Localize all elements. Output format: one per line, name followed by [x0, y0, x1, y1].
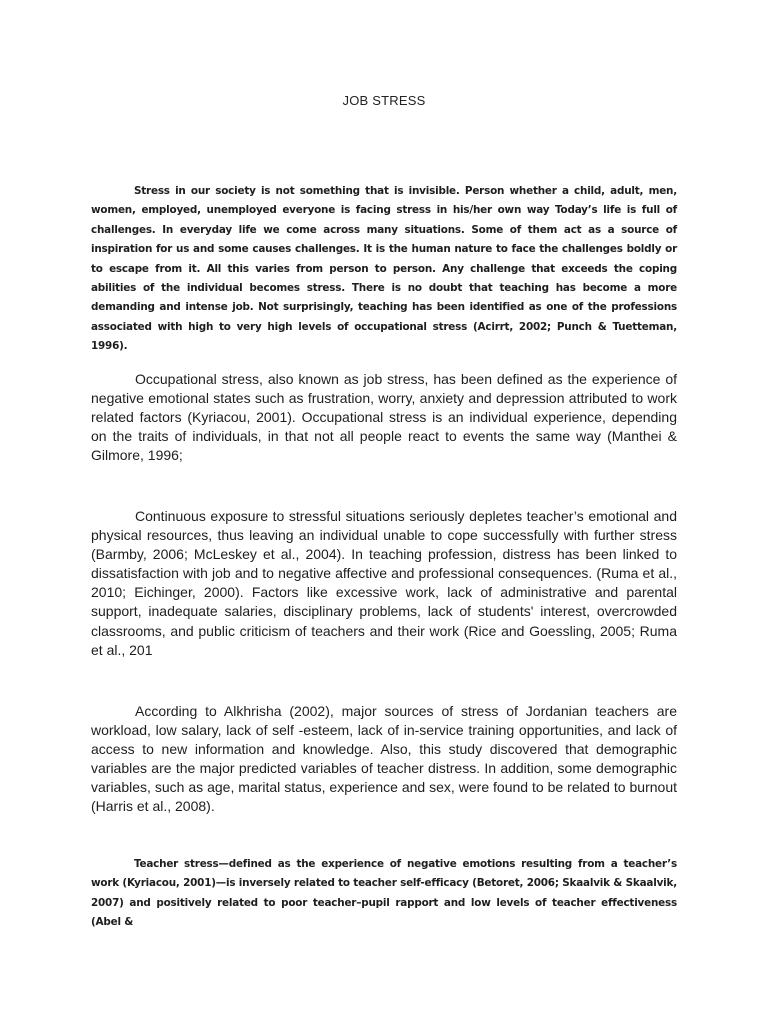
paragraph-teacher-stress-definition: Teacher stress—defined as the experience of negative emotions resulting from a teacher’s work (Kyriacou, 2001)—is inversely related to teacher self-efficacy (Betoret, 2006; Skaalvik & Skaalvik, 2007) and positively related to poor teacher–pupil rapport and low levels of teacher effectiveness (Abel & [91, 858, 677, 929]
paragraph-alkhrisha-study: According to Alkhrisha (2002), major sources of stress of Jordanian teachers are workload, low salary, lack of self -esteem, lack of in-service training opportunities, and lack of access to new information and knowledge. Also, this study discovered that demographic variables are the major predicted variables of teacher distress. In addition, some demographic variables, such as age, marital status, experience and sex, were found to be related to burnout (Harris et al., 2008). [91, 703, 677, 815]
paragraph-occupational-stress: Occupational stress, also known as job stress, has been defined as the experience of negative emotional states such as frustration, worry, anxiety and depression attributed to work related factors (Kyriacou, 2001). Occupational stress is an individual experience, depending on the traits of individuals, in that not all people react to events the same way (Manthei & Gilmore, 1996; [91, 371, 677, 464]
paragraph-stress-in-society: Stress in our society is not something that is invisible. Person whether a child, adult, men, women, employed, unemployed everyone is facing stress in his/her own way Today’s life is full of challenges. In everyday life we come across many situations. Some of them act as a source of inspiration for us and some causes challenges. It is the human nature to face the challenges boldly or to escape from it. All this varies from person to person. Any challenge that exceeds the coping abilities of the individual becomes stress. There is no doubt that teaching has become a more demanding and intense job. Not surprisingly, teaching has been identified as one of the professions associated with high to very high levels of occupational stress (Acirrt, 2002; Punch & Tuetteman, 1996). [91, 185, 677, 353]
paragraph-continuous-exposure: Continuous exposure to stressful situations seriously depletes teacher’s emotional and physical resources, thus leaving an individual unable to cope successfully with further stress (Barmby, 2006; McLeskey et al., 2004). In teaching profession, distress has been linked to dissatisfaction with job and to negative affective and professional consequences. (Ruma et al., 2010; Eichinger, 2000). Factors like excessive work, lack of administrative and parental support, inadequate salaries, disciplinary problems, lack of students' interest, overcrowded classrooms, and public criticism of teachers and their work (Rice and Goessling, 2005; Ruma et al., 201 [91, 508, 677, 658]
document-title: JOB STRESS [342, 93, 426, 108]
